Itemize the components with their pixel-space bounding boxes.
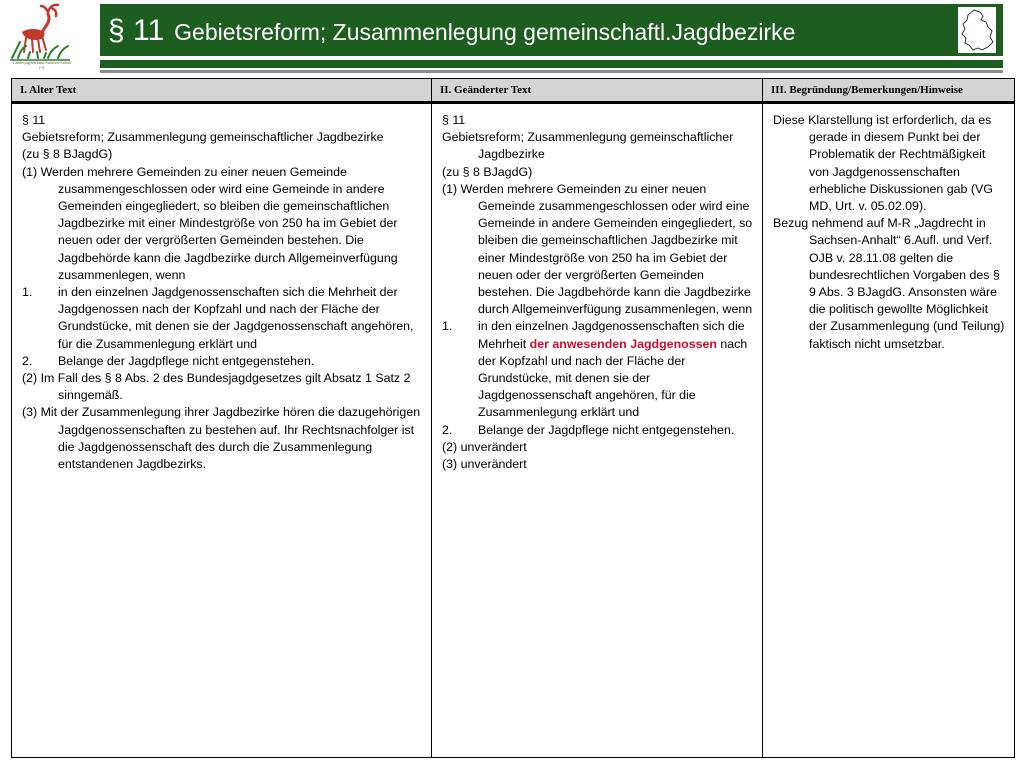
table-row: [12, 103, 1015, 758]
item-text: Belange der Jagdpflege nicht entgegenstehen.: [478, 422, 735, 437]
item-number: 2.: [22, 353, 33, 368]
cell-remarks: [763, 103, 1015, 758]
list-item: [442, 318, 754, 421]
cell-old-text: [12, 103, 432, 758]
header-old-text: I. Alter Text: [12, 79, 432, 103]
section-heading: Gebietsreform; Zusammenlegung gemeinschaftlicher Jagdbezirke: [22, 130, 384, 145]
item-text-before: in den einzelnen Jagdgenossenschaften sich die Mehrheit: [478, 319, 745, 351]
paragraph-symbol: § 11: [22, 113, 46, 127]
paragraph-symbol: § 11: [442, 113, 466, 127]
sachsen-anhalt-map-icon: [958, 7, 996, 53]
remark-1: Diese Klarstellung ist erforderlich, da es gerade in diesem Punkt bei der Problematik der Rechtmäßigkeit von Jagdgenossenschaften erhebliche Diskussionen gab (VG MD, Urt. v. 05.02.09).: [773, 113, 993, 214]
remark-2: Bezug nehmend auf M-R „Jagdrecht in Sachsen-Anhalt“ 6.Aufl. und Verf. OJB v. 28.11.08 gelten die bundesrechtlichen Vorgaben des § 9 Abs. 3 BJagdG. Ansonsten wäre die politisch gewollte Möglichkeit der Zusammenlegung (und Teilung) faktisch nicht umsetzbar.: [773, 216, 1005, 351]
header-changed-text: II. Geänderter Text: [432, 79, 763, 103]
list-item: [22, 284, 423, 353]
cell-changed-text: [432, 103, 763, 758]
absatz-2: (2) Im Fall des § 8 Abs. 2 des Bundesjagdgesetzes gilt Absatz 1 Satz 2 sinngemäß.: [22, 371, 411, 403]
list-item: [442, 422, 754, 439]
section-heading: Gebietsreform; Zusammenlegung gemeinschaftlicher Jagdbezirke: [442, 130, 734, 162]
absatz-3: (3) unverändert: [442, 457, 527, 472]
item-number: 1.: [442, 319, 453, 334]
reference: (zu § 8 BJagdG): [442, 164, 533, 179]
table-header-row: [12, 79, 1015, 103]
comparison-table: [11, 78, 1015, 758]
section-title: Gebietsreform; Zusammenlegung gemeinschaftl.Jagdbezirke: [174, 19, 796, 45]
absatz-1: (1) Werden mehrere Gemeinden zu einer neuen Gemeinde zusammengeschlossen oder wird eine Gemeinde in andere Gemeinden eingegliedert, so bleiben die gemeinschaftlichen Jagdbezirke mit einer Mindestgröße von 250 ha im Gebiet der neuen oder der vergrößerten Gemeinden bestehen. Die Jagdbehörde kann die Jagdbezirke durch Allgemeinverfügung zusammenlegen, wenn: [442, 181, 753, 317]
section-number: § 11: [108, 14, 165, 47]
highlighted-change: der anwesenden Jagdgenossen: [529, 336, 717, 351]
absatz-3: (3) Mit der Zusammenlegung ihrer Jagdbezirke hören die dazugehörigen Jagdgenossenschaften zu bestehen auf. Ihr Rechtsnachfolger ist die Jagdgenossenschaft des durch die Zusammenlegung entstandenen Jagdbezirks.: [22, 405, 421, 472]
reference: (zu § 8 BJagdG): [22, 147, 113, 162]
header-rule-gray: [100, 70, 1003, 73]
header-rule-green: [100, 60, 1003, 68]
header-remarks: III. Begründung/Bemerkungen/Hinweise: [763, 79, 1015, 103]
item-text: Belange der Jagdpflege nicht entgegenstehen.: [58, 353, 315, 368]
page-title: [108, 11, 795, 51]
item-text-after: nach der Kopfzahl und nach der Fläche der Grundstücke, mit denen sie der Jagdgenossenschaft angehören, für die Zusammenlegung erklärt und: [478, 336, 748, 420]
list-item: [22, 353, 423, 370]
item-number: 2.: [442, 422, 453, 437]
item-number: 1.: [22, 285, 33, 300]
absatz-1: (1) Werden mehrere Gemeinden zu einer neuen Gemeinde zusammengeschlossen oder wird eine Gemeinde in andere Gemeinden eingegliedert, so bleiben die gemeinschaftlichen Jagdbezirke mit einer Mindestgröße von 250 ha im Gebiet der neuen oder der vergrößerten Gemeinden bestehen. Die Jagdbehörde kann die Jagdbezirke durch Allgemeinverfügung zusammenlegen, wenn: [22, 164, 398, 282]
item-text: in den einzelnen Jagdgenossenschaften sich die Mehrheit der Jagdgenossen nach der Kopfzahl und nach der Fläche der Grundstücke, mit denen sie der Jagdgenossenschaft angehören, für die Zusammenlegung erklärt und: [58, 285, 414, 351]
title-bar: [100, 4, 1003, 56]
logo-caption: Landesjagdverband Sachsen-Anhalt e.V.: [13, 60, 71, 70]
absatz-2: (2) unverändert: [442, 439, 527, 454]
